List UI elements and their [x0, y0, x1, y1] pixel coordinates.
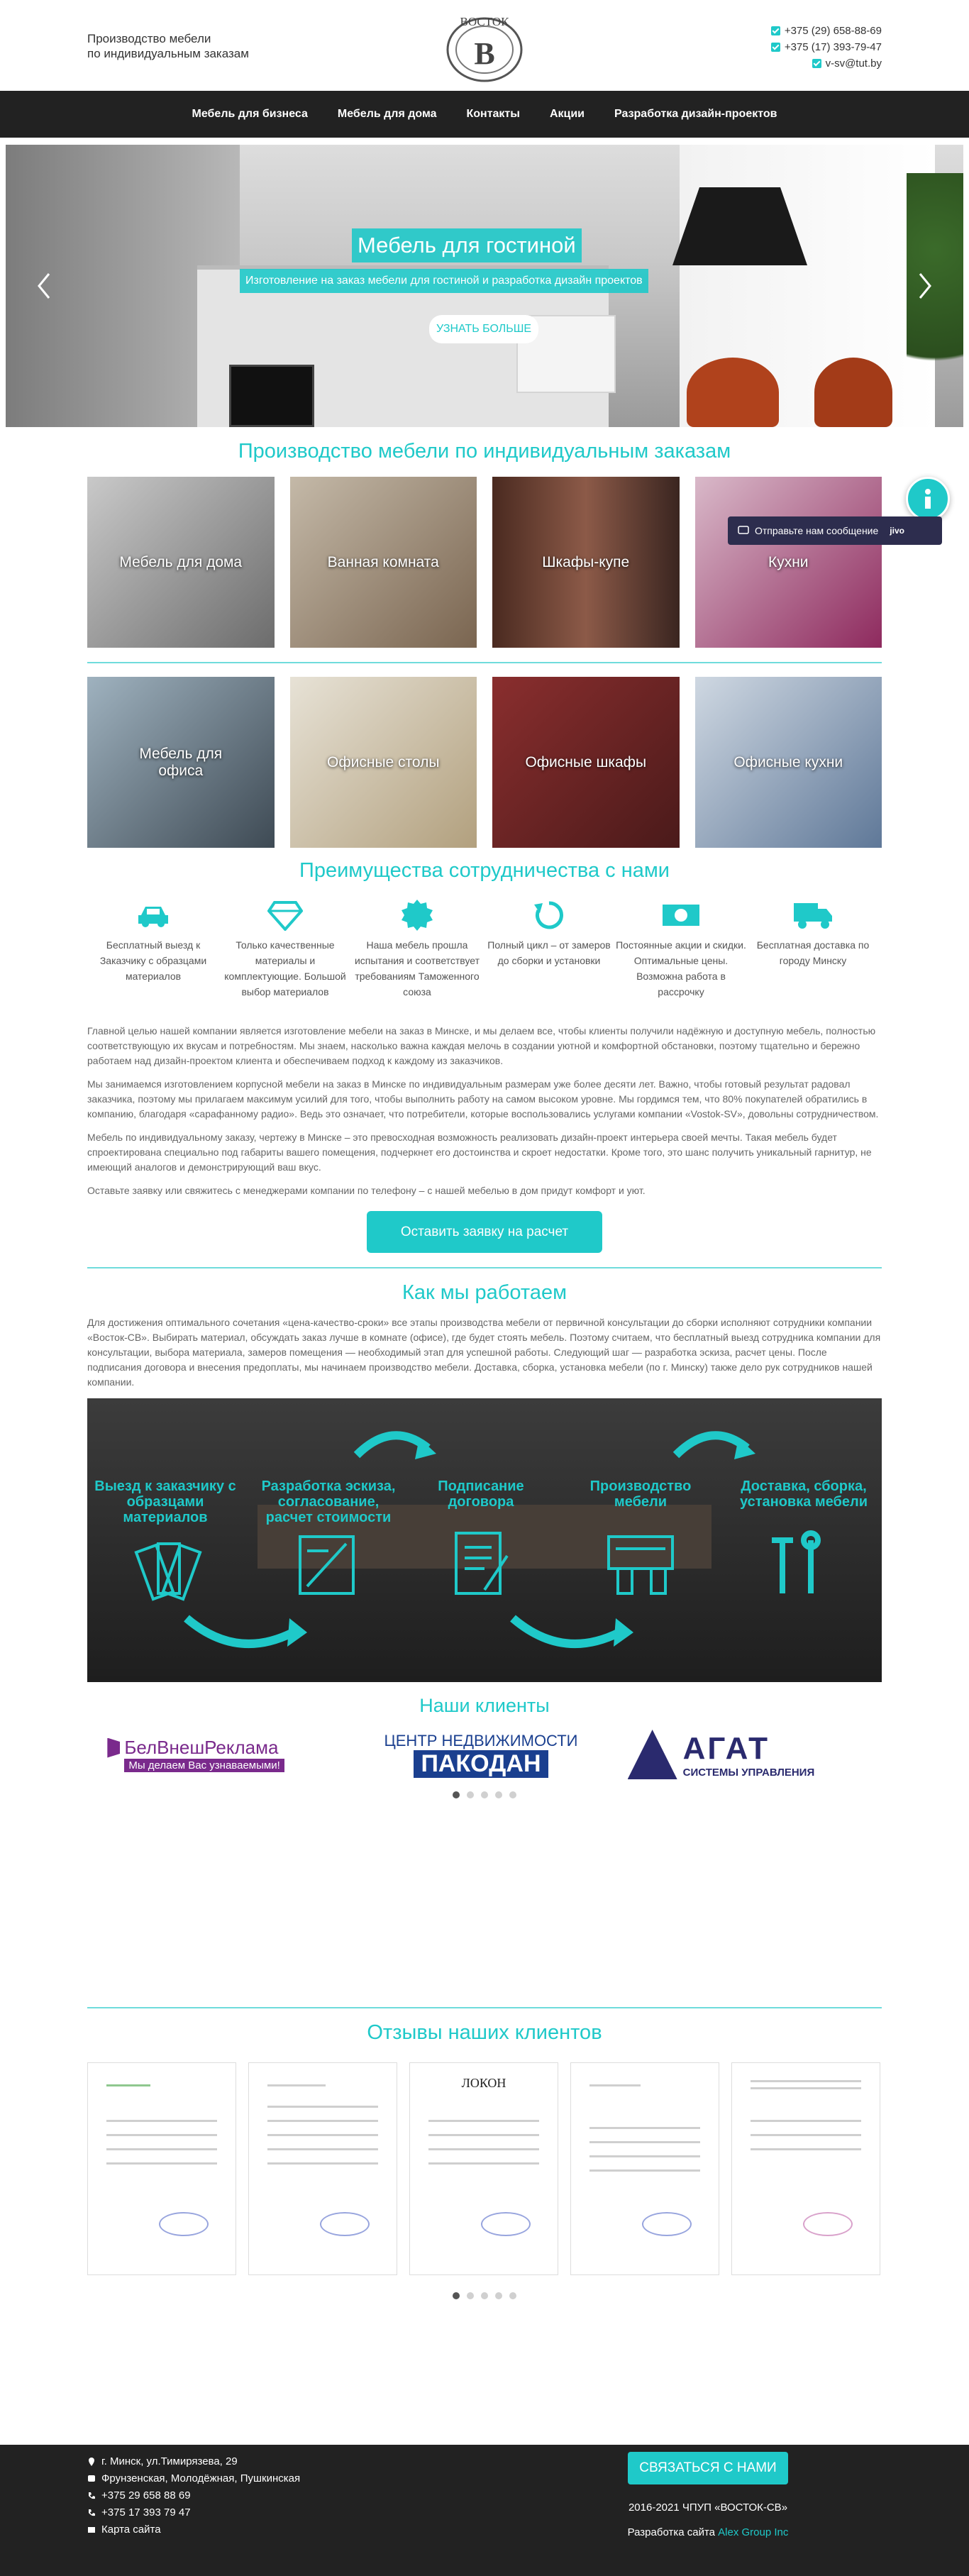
reviews-carousel — [87, 2062, 882, 2275]
nav-business[interactable]: Мебель для бизнеса — [192, 108, 308, 120]
svg-text:В: В — [474, 36, 495, 71]
check-icon — [771, 26, 780, 35]
mail-icon — [812, 59, 821, 68]
advantages-list — [87, 893, 882, 1000]
about-text: Главной целью нашей компании является изготовление мебели на заказ в Минске, и мы делаем все, чтобы клиенты получили надёжную и доступную мебель, полностью соответствующую их вкусам и потребностям. Мы знаем, насколько важна каждая мелочь в создании уютной и комфортной обстановки, поэтому тщательно и бережно работаем над дизайн-проектом клиента и обеспечиваем подход к каждому из заказчиков. Мы занимаемся изготовлением корпусной мебели на заказ в Минске по индивидуальным размерам уже более десяти лет. Важно, чтобы готовый результат радовал заказчика, поэтому мы прилагаем максимум усилий для того, чтобы выполнить работу на самом высоком уровне. Мы гордимся тем, что 80% покупателей обратились в компанию, благодаря «сарафанному радио». Ведь это означает, что потребители, которые воспользовались услугами компании «Vostok-SV», довольны сотрудничеством. Мебель по индивидуальному заказу, чертежу в Минске – это превосходная возможность реализовать дизайн-проект интерьера своей мечты. Такая мебель будет спроектирована специально под габариты вашего помещения, подчеркнет его достоинства и скроет недостатки. Кроме того, это шанс получить уникальный гарнитур, не имеющий аналогов и демонстрирующий ваш вкус. Оставьте заявку или свяжитесь с менеджерами компании по телефону – с нашей мебелью в дом придут комфорт и уют. — [87, 1025, 879, 1196]
location-pin-icon — [87, 2458, 96, 2466]
contact-us-button[interactable]: СВЯЗАТЬСЯ С НАМИ — [628, 2452, 787, 2484]
how-text: Для достижения оптимального сочетания «цена-качество-сроки» все этапы производства мебели от первичной консультации до сборки исполняют сотрудники компании «Восток-СВ». Выбирать материал, обсуждать заказ лучше в комнате (офисе), где будет стоять мебель. Поэтому считаем, что бесплатный выезд сотрудника компании для консультации, выбора материала, замеров помещения — необходимый этап для успешной работы. Следующий шаг — разработка эскиза, расчет цены. После подписания договора и внесения предоплаты, мы начинаем производство мебели. Доставка, сборка, установка мебели (по г. Минску) также дело рук сотрудников нашей компании. — [87, 1317, 881, 1388]
reviews-pagination — [0, 2292, 969, 2299]
info-icon — [908, 479, 948, 519]
sketch-icon — [300, 1537, 353, 1593]
step-delivery: Доставка, сборка, установка мебели — [739, 1478, 868, 1510]
certificate-icon — [400, 898, 434, 932]
hero-slider — [6, 145, 963, 427]
chevron-left-icon[interactable] — [37, 272, 51, 300]
tools-icon — [772, 1533, 818, 1593]
pager-dot[interactable] — [509, 2292, 516, 2299]
production-icon — [609, 1537, 672, 1593]
money-icon — [661, 902, 701, 929]
client-logo-pakodan[interactable]: ЦЕНТР НЕДВИЖИМОСТИ ПАКОДАН — [384, 1731, 578, 1777]
main-nav — [0, 91, 969, 138]
diamond-icon — [267, 900, 303, 931]
category-tile-home[interactable]: Мебель для дома — [87, 477, 275, 648]
client-logo-belvneshreklama[interactable]: БелВнешРеклама Мы делаем Вас узнаваемыми! — [107, 1737, 334, 1772]
pager-dot[interactable] — [481, 2292, 488, 2299]
advantage-item: Наша мебель прошла испытания и соответствует требованиям Таможенного союза — [351, 893, 483, 1000]
tagline: Производство мебели по индивидуальным заказам — [87, 32, 249, 60]
site-footer — [0, 2445, 969, 2576]
pager-dot[interactable] — [495, 1791, 502, 1798]
footer-contacts: г. Минск, ул.Тимирязева, 29 Фрунзенская, Молодёжная, Пушкинская +375 29 658 88 69 +375 17 393 79 47 Карта сайта — [87, 2453, 300, 2538]
agat-mark-icon — [628, 1730, 677, 1779]
chat-send-message-bar[interactable]: Отправьте нам сообщение jivo — [728, 516, 942, 545]
section-title-how: Как мы работаем — [402, 1281, 567, 1304]
pager-dot[interactable] — [467, 1791, 474, 1798]
footer-phone-2[interactable]: +375 17 393 79 47 — [101, 2506, 191, 2519]
advantage-item: Постоянные акции и скидки. Оптимальные цены. Возможна работа в рассрочку — [615, 893, 747, 1000]
pager-dot[interactable] — [453, 1791, 460, 1798]
section-title-clients: Наши клиенты — [419, 1695, 550, 1716]
advantage-item: Бесплатная доставка по городу Минску — [747, 893, 879, 1000]
step-contract: Подписание договора — [438, 1478, 524, 1510]
nav-promo[interactable]: Акции — [549, 108, 585, 120]
phone-1[interactable]: +375 (29) 658-88-69 — [784, 25, 882, 37]
divider — [87, 662, 882, 663]
bus-icon — [87, 2475, 96, 2483]
request-quote-button[interactable]: Оставить заявку на расчет — [367, 1211, 602, 1253]
step-visit: Выезд к заказчику с образцами материалов — [94, 1478, 236, 1525]
check-icon — [771, 43, 780, 52]
map-icon — [87, 2526, 96, 2534]
category-row-office — [87, 677, 882, 848]
clients-pagination — [0, 1791, 969, 1798]
truck-icon — [792, 900, 834, 930]
sitemap-link[interactable]: Карта сайта — [101, 2524, 161, 2536]
phone-icon — [87, 2509, 96, 2517]
nav-design[interactable]: Разработка дизайн-проектов — [614, 108, 777, 120]
samples-icon — [136, 1544, 200, 1599]
hero-title: Мебель для гостиной — [352, 228, 582, 262]
phone-2[interactable]: +375 (17) 393-79-47 — [784, 41, 882, 53]
section-title-reviews: Отзывы наших клиентов — [367, 2021, 602, 2044]
client-logo-agat[interactable]: АГАТ СИСТЕМЫ УПРАВЛЕНИЯ — [628, 1730, 862, 1779]
steps-arrows — [87, 1398, 882, 1682]
developer-link[interactable]: Alex Group Inc — [718, 2526, 789, 2538]
category-row-home — [87, 477, 882, 648]
pager-dot[interactable] — [495, 2292, 502, 2299]
category-tile-bathroom[interactable]: Ванная комната — [290, 477, 477, 648]
advantage-item: Полный цикл – от замеров до сборки и установки — [483, 893, 615, 1000]
step-sketch: Разработка эскиза, согласование, расчет стоимости — [261, 1478, 396, 1525]
hero-learn-more-button[interactable]: УЗНАТЬ БОЛЬШЕ — [429, 315, 538, 343]
chat-icon — [738, 526, 749, 536]
section-title-production: Производство мебели по индивидуальным заказам — [238, 440, 731, 463]
car-icon — [135, 901, 171, 929]
advantage-item: Бесплатный выезд к Заказчику с образцами материалов — [87, 893, 219, 1000]
divider — [87, 1267, 882, 1268]
pager-dot[interactable] — [481, 1791, 488, 1798]
svg-text:ВОСТОК: ВОСТОК — [460, 15, 509, 28]
section-title-advantages: Преимущества сотрудничества с нами — [299, 859, 670, 882]
review-letter[interactable] — [248, 2062, 397, 2275]
review-letter[interactable] — [87, 2062, 236, 2275]
category-tile-office-kitchens[interactable]: Офисные кухни — [695, 677, 882, 848]
category-tile-office-tables[interactable]: Офисные столы — [290, 677, 477, 848]
footer-phone-1[interactable]: +375 29 658 88 69 — [101, 2489, 191, 2502]
phone-icon — [87, 2492, 96, 2500]
category-tile-office[interactable]: Мебель для офиса — [87, 677, 275, 848]
pager-dot[interactable] — [467, 2292, 474, 2299]
category-tile-wardrobes[interactable]: Шкафы-купе — [492, 477, 680, 648]
pager-dot[interactable] — [453, 2292, 460, 2299]
contract-icon — [456, 1533, 507, 1593]
step-production: Производство мебели — [589, 1478, 692, 1510]
hero-subtitle: Изготовление на заказ мебели для гостиной и разработка дизайн проектов — [240, 269, 648, 293]
review-letter[interactable] — [731, 2062, 880, 2275]
cycle-icon — [533, 899, 565, 932]
nav-contacts[interactable]: Контакты — [466, 108, 520, 120]
pager-dot[interactable] — [509, 1791, 516, 1798]
category-tile-kitchens[interactable]: Кухни — [695, 477, 882, 648]
chevron-right-icon[interactable] — [918, 272, 932, 300]
work-steps-banner — [87, 1398, 882, 1682]
category-tile-office-cabinets[interactable]: Офисные шкафы — [492, 677, 680, 848]
advantage-item: Только качественные материалы и комплектующие. Большой выбор материалов — [219, 893, 351, 1000]
logo[interactable] — [442, 6, 527, 85]
chat-widget-button[interactable] — [906, 477, 950, 521]
nav-home[interactable]: Мебель для дома — [337, 108, 437, 120]
review-letter[interactable] — [570, 2062, 719, 2275]
site-header — [0, 0, 969, 91]
flag-icon — [107, 1738, 120, 1758]
review-letter[interactable]: ЛОКОН — [409, 2062, 558, 2275]
clients-carousel — [87, 1719, 882, 1790]
divider — [87, 2007, 882, 2008]
email-link[interactable]: v-sv@tut.by — [825, 57, 882, 70]
header-contacts — [771, 23, 882, 72]
footer-right: СВЯЗАТЬСЯ С НАМИ 2016-2021 ЧПУП «ВОСТОК-СВ» Разработка сайта Alex Group Inc — [602, 2452, 814, 2538]
